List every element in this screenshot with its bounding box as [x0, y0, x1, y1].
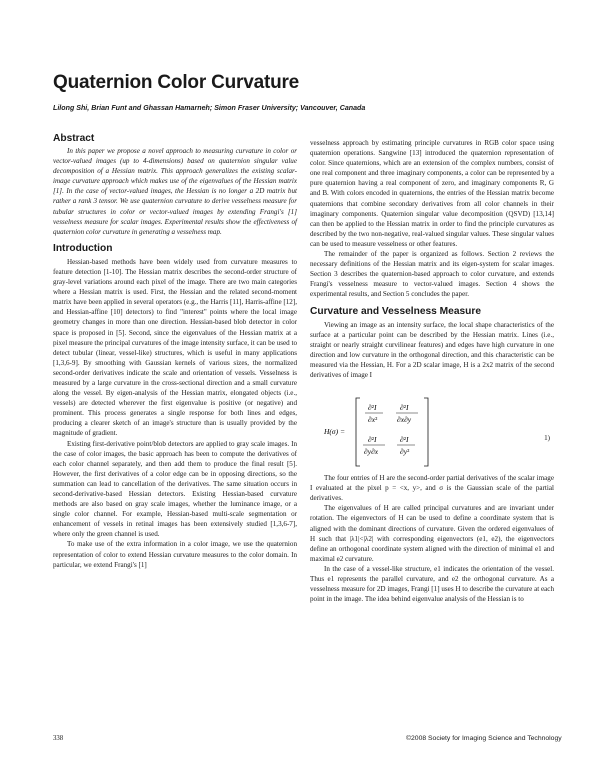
svg-text:∂²I: ∂²I — [400, 403, 409, 413]
entry-iyy — [397, 435, 415, 456]
svg-text:∂y²: ∂y² — [400, 447, 410, 457]
right-paragraph-2: The remainder of the paper is organized as follows. Section 2 reviews the necessary definitions of the Hessian matrix and its eigen-system for scalar images. Section 3 describes the quaternion-based approach to color curvature, and extends Frangi's vesselness measure to vector-valued images. Section 4 shows the experimental results, and Section 5 concludes the paper. — [310, 250, 554, 299]
after-eq-paragraph-1: The four entries of H are the second-order partial derivatives of the scalar image I evaluated at the pixel p = <x, y>, and σ is the Gaussian scale of the partial derivatives. — [310, 474, 554, 503]
curvature-paragraph-1: Viewing an image as an intensity surface, the local shape characteristics of the surface at a particular point can be described by the Hessian matrix. Lines (i.e., straight or nearly straight curvilinear features) and edges have high curvature in one direction and low curvature in the orthogonal direction, and this characteristic can be measured via the Hessian, H. For a 2D scalar image, H is a 2x2 matrix of the second derivatives of image I — [310, 320, 554, 379]
intro-paragraph-2: Existing first-derivative point/blob detectors are applied to gray scale images. In the case of color images, the basic approach has been to compute the derivatives of each color channel separately, and then add them to produce the final result [5]. However, the first derivatives of a color edge can be in opposing directions, so the summation can lead to cancellation of the derivatives. The same situation occurs in second-derivative-based Hessian detectors. Existing Hessian-based curvature methods are also based on gray scale images, whether the luminance image, or a single color channel. For example, Hessian-based multi-scale segmentation or enhancement of vessels in retinal images has been extensively studied [1,3,6-7], where only the green channel is used. — [53, 439, 297, 539]
introduction-heading: Introduction — [53, 242, 113, 254]
svg-text:∂x²: ∂x² — [368, 415, 378, 425]
copyright-notice: ©2008 Society for Imaging Science and Technology — [406, 735, 562, 742]
right-bracket — [424, 398, 428, 466]
authors-line: Lilong Shi, Brian Funt and Ghassan Hamarneh; Simon Fraser University; Vancouver, Canada — [53, 104, 366, 112]
equation-lhs: H(σ) = — [324, 427, 346, 437]
left-bracket — [356, 398, 360, 466]
entry-ixx — [365, 403, 383, 424]
intro-paragraph-1: Hessian-based methods have been widely used from curvature measures to feature detection [1-10]. The Hessian matrix describes the second-order structure of gray-level variations around each pixel of the image. There are two main categories where a Hessian matrix is used. First, the Hessian and the related second-moment matrix have been applied in several operators (e.g., the Harris [11], Harris-affine [12], and Hessian-affine [10] detectors) to find "interest" points where the local image geometry changes in more than one direction. Hessian-based blob detector in color space is proposed in [5]. Second, since the eigenvalues of the Hessian matrix at a pixel measure the principal curvatures of the image intensity surface, it can be used to detect tubular (linear, vessel-like) structures, which is useful in many applications [1,3,6-9]. By smoothing with Gaussian kernels of various sizes, the normalized second-order derivatives indicate the scale and orientation of vessels. Vesselness is measured by a large curvature in the cross-sectional direction and a small curvature along the vessel. By eigen-analysis of the Hessian matrix, elongated objects (i.e., vessels) are detected wherever the first eigenvalue is positive (or negative) and prominent. This process generates a single response for both lines and edges, producing a clearer sketch of an image's structure than is usually provided by the magnitude of gradient. — [53, 257, 297, 438]
abstract-heading: Abstract — [53, 133, 95, 144]
page-number: 338 — [53, 735, 64, 742]
introduction-section — [53, 243, 297, 570]
curvature-heading: Curvature and Vesselness Measure — [310, 305, 482, 317]
left-column — [53, 133, 297, 570]
right-column — [310, 138, 554, 604]
hessian-matrix-figure — [310, 386, 554, 471]
right-paragraph-1: vesselness approach by estimating principle curvatures in RGB color space using quaternion operations. Sangwine [13] introduced the quaternion representation of color. Since quaternions, which are an extension of the complex numbers, consist of one real component and three imaginary components, a color can be represented by a pure quaternion having a real component of zero, and imaginary components R, G and B. With colors encoded in quaternions, the entries of the Hessian matrix become quaternions that combine secondary derivatives from all color channels in their imaginary components. Quaternion singular value decomposition (QSVD) [13,14] can then be applied to the Hessian matrix in order to find the principle curvatures as described by the two non-negative, real-valued singular values. These singular values can be used to measure vesselness or other features. — [310, 139, 554, 248]
svg-text:∂²I: ∂²I — [400, 435, 409, 445]
hessian-equation — [310, 386, 554, 471]
after-eq-paragraph-3: In the case of a vessel-like structure, e1 indicates the orientation of the vessel. Thus e1 represents the parallel curvature, and e2 the orthogonal curvature. As a vesselness measure for 2D images, Frangi [1] uses H to describe the curvature at each point in the image. The idea behind eigenvalue analysis of the Hessian is to — [310, 564, 554, 604]
svg-text:∂²I: ∂²I — [368, 403, 377, 413]
svg-text:∂y∂x: ∂y∂x — [364, 447, 379, 457]
abstract-section — [53, 133, 297, 237]
curvature-section — [310, 306, 554, 605]
svg-text:∂x∂y: ∂x∂y — [397, 415, 412, 425]
entry-iyx — [363, 435, 385, 456]
svg-text:∂²I: ∂²I — [368, 435, 377, 445]
after-eq-paragraph-2: The eigenvalues of H are called principal curvatures and are invariant under rotation. The eigenvectors of H can be used to define a coordinate system that is aligned with the dominant directions of curvature. Given the ordered eigenvalues of H such that |λ1|<|λ2| with corresponding eigenvectors (e1, e2), the eigenvectors define an orthogonal coordinate system aligned with the direction of minimal e1 and maximal e2 curvature. — [310, 504, 554, 563]
paper-title: Quaternion Color Curvature — [53, 72, 300, 93]
intro-paragraph-3: To make use of the extra information in a color image, we use the quaternion representation of color to extend Hessian curvature measures to the color domain. In particular, we extend Frangi's [1] — [53, 540, 297, 569]
entry-ixy — [396, 403, 418, 424]
abstract-text: In this paper we propose a novel approach to measuring curvature in color or vector-valued images (up to 4-dimensions) based on quaternion singular value decomposition of a Hessian matrix. This approach generalizes the existing scalar-image curvature approach which makes use of the eigenvalues of the Hessian matrix [1]. In the case of vector-valued images, the Hessian is no longer a 2D matrix but rather a rank 3 tensor. We use quaternion curvature to derive vesselness measure for tubular structures in color or vector-valued images by extending Frangi's [1] vesselness measure for scalar images. Experimental results show the effectiveness of quaternion color curvature in generating a vesselness map. — [53, 147, 297, 236]
equation-number: 1) — [544, 434, 550, 443]
